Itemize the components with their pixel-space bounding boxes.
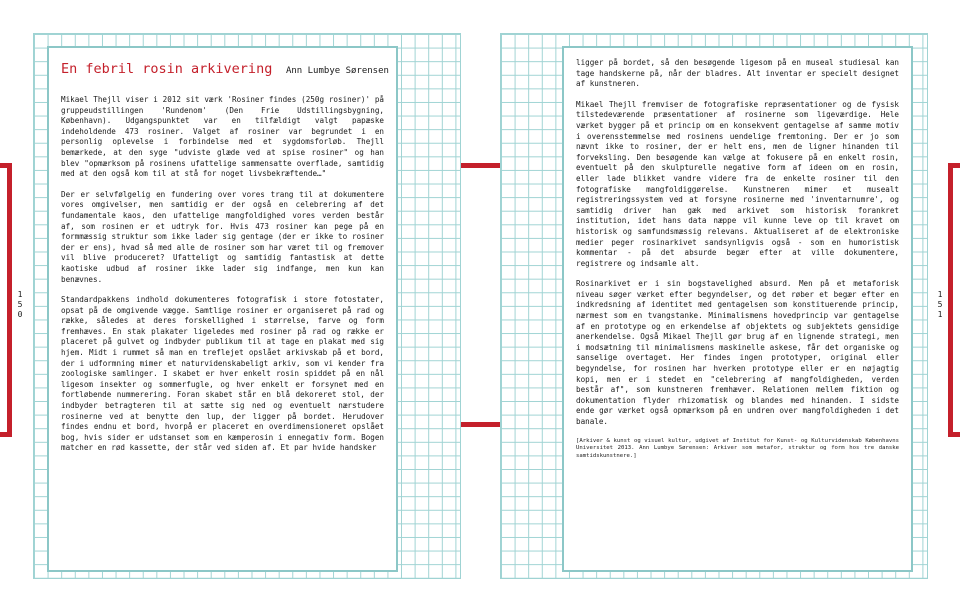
body-paragraph: ligger på bordet, så den besøgende ligesom på en museal studiesal kan tage handskerne på, når der bladres. Alt inventar er specielt designet af kunstneren. — [576, 58, 899, 89]
page-number-right: 1 5 1 — [937, 290, 943, 319]
left-text-frame — [47, 46, 398, 572]
article-author: Ann Lumbye Sørensen — [285, 66, 389, 76]
right-margin-bracket — [948, 163, 960, 437]
body-paragraph: Mikael Thejll fremviser de fotografiske repræsentationer og de fysisk tilstedeværende præsentationer af rosinerne som ligeværdige. Hele værket bygger på et princip om en konsekvent gentagelse af samme motiv i overensstemmelse med rosinens uendelige fremtoning. Der er jo som nævnt ikke to rosiner, der er helt ens, men de ligner hinanden til forveksling. Den besøgende kan vælge at fokusere på en enkelt rosin, eventuelt på den skulpturelle negative form af ideen om en rosin, eller lade blikket vandre videre fra de enkelte rosiner til den fotografiske mangfoldiggørelse. Kunstneren mimer et musealt registreringssystem ved at forsyne rosinerne med 'inventarnumre', og samtidig driver han gæk med arkivet som historisk forankret institution, idet hans data næppe vil kunne leve op til kravet om historisk og samfundsmæssig relevans. Aktualiseret af de elektroniske medier peger rosinarkivet sandsynligvis også - som en humoristisk kommentar - på det absurde begær efter at ville dokumentere, registrere og indsamle alt. — [576, 99, 899, 268]
page-number-left: 1 5 0 — [17, 290, 23, 319]
source-footnote: [Arkiver & kunst og visuel kultur, udgivet af Institut for Kunst- og Kulturvidenskab Københavns Universitet 2013. Ann Lumbye Sørensen: Arkiver som metafor, struktur og form hos tre danske samtidskunstnere.] — [576, 437, 899, 459]
left-page-tab-top — [461, 163, 500, 168]
right-text-frame — [562, 46, 913, 572]
body-paragraph: Mikael Thejll viser i 2012 sit værk 'Rosiner findes (250g rosiner)' på gruppeudstillingen 'Rundenom' (Den Frie Udstillingsbygning, København). Udgangspunktet var en tilfældigt valgt papæske indeholdende 473 rosiner. Valget af rosiner var begrundet i en personlig oplevelse i forbindelse med et sygdomsforløb. Thejll bemærkede, at den syge "udviste glæde ved at spise rosiner" og han blev "opmærksom på rosinens ufattelige sammensatte overflade, samtidig med at den også kom til at stå for noget livsbekræftende…" — [61, 95, 384, 179]
article-title: En febril rosin arkivering — [61, 61, 273, 77]
left-page-tab-bottom — [461, 422, 500, 427]
body-paragraph: Der er selvfølgelig en fundering over vores trang til at dokumentere vores omgivelser, men samtidig er der også en celebrering af det fundamentale kaos, den ufattelige mangfoldighed vores verden består af, som rosinen er et udtryk for. Hvis 473 rosiner kan pege på en formmæssig struktur som ikke lader sig gentage (der er ikke to rosiner der er ens), hvad så med alle de rosiner som har været til og fremover vil blive produceret? Ufatteligt og samtidig fantastisk at dette kaotiske udbud af rosiner ikke lader sig indfange, men kun kan benævnes. — [61, 189, 384, 284]
body-paragraph: Rosinarkivet er i sin bogstavelighed absurd. Men på et metaforisk niveau søger værket efter begyndelser, og det røber et begær efter en indkredsning af identitet med gentagelsen som konstituerende princip, nærmest som en tvangstanke. Minimalismens hovedprincip var gentagelse af en prototype og en erkendelse af objektets og subjektets gensidige anerkendelse. Også Mikael Thejll gør brug af en lignende strategi, men i modsætning til minimalismens maskinelle askese, får det organiske og sanselige overtaget. Her findes ingen prototyper, original eller begyndelse, for rosinen har hverken prototype eller er en nøjagtig kopi, men er i stedet en "celebrering af mangfoldigheden, verden består af", som kunstneren fremhæver. Relationen mellem fiktion og dokumentation flyder rhizomatisk og blandes med hinanden. I sidste ende gør værket også opmærksom på en undren over mangfoldigheden i det banale. — [576, 279, 899, 426]
left-margin-bracket — [0, 163, 12, 437]
body-paragraph: Standardpakkens indhold dokumenteres fotografisk i store fotostater, opsat på de omgivende vægge. Samtlige rosiner er organiseret på rad og række, således at deres forskellighed i størrelse, farve og form fremhæves. En stak plakater ligeledes med rosiner på rad og række er placeret på gulvet og indbyder publikum til at tage en plakat med sig hjem. Midt i rummet så man en treflejet opslået arkivskab på et bord, der i udformning mimer et naturvidenskabeligt arkiv, som vi kender fra zoologiske samlinger. I skabet er hver enkelt rosin spiddet på en nål ligesom insekter og sommerfugle, og hver enkelt er forsynet med en fortløbende nummerering. Foran skabet står en blå dekoreret stol, der indbyder betragteren til at sætte sig ned og eventuelt nærstudere rosinerne ved at benytte den lup, der ligger på bordet. Herudover findes endnu et bord, hvorpå er placeret en overdimensioneret opslået bog, hvis sider er udstanset som en kæmperosin i ennegativ form. Bogen matcher en rød kassette, der står ved siden af. Et par hvide handsker — [61, 295, 384, 453]
article-heading — [61, 58, 389, 77]
